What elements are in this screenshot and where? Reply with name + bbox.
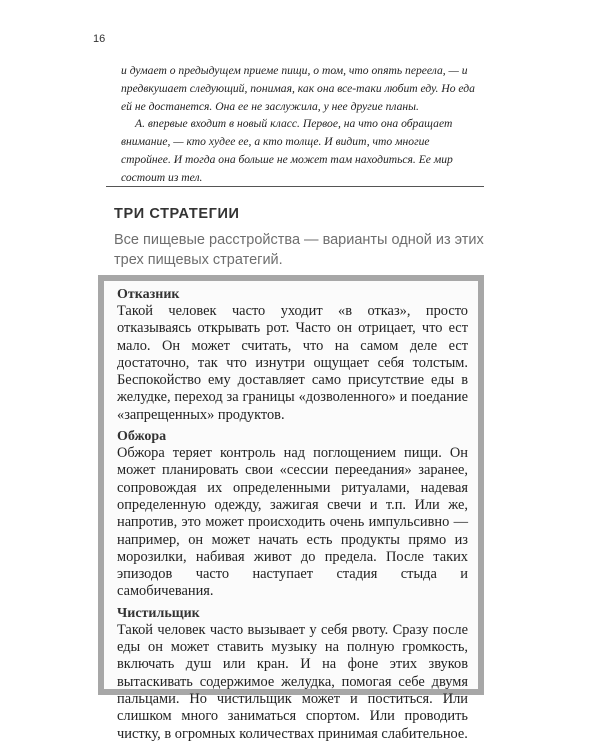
strategy-text: Такой человек часто вызывает у себя рвоту. Сразу после еды он может ставить музыку на полную громкость, включать душ или кран. И на фоне этих звуков вытаскивать содержимое желудка, помогая себе двумя пальцами. Но чистильщик может и поститься. Или слишком много заниматься спортом. Или проводить чистку, в огромных количествах принимая слабительное. bbox=[117, 621, 468, 742]
strategy-title: Чистильщик bbox=[117, 605, 200, 621]
quote-paragraph: А. впервые входит в новый класс. Первое, на что она обращает внимание, — кто худее ее, а кто толще. И видит, что многие стройнее. И тогда она больше не может там находиться. Ее мир состоит из тел. bbox=[121, 117, 453, 184]
strategy-purger bbox=[117, 605, 468, 743]
section-intro: Все пищевые расстройства — варианты одной из этих трех пищевых стратегий. bbox=[114, 232, 484, 268]
strategy-text: Обжора теряет контроль над поглощением пищи. Он может планировать свои «сессии переедания» заранее, сопровождая их определенными ритуалами, надевая определенную одежду, зажигая свечи и т.п. Или же, напротив, это может происходить очень импульсивно — например, он может начать есть продукты прямо из морозилки, набивая живот до предела. После таких эпизодов часто наступает стадия стыда и самобичевания. bbox=[117, 445, 468, 600]
quote-block bbox=[121, 62, 481, 187]
strategy-glutton bbox=[117, 428, 468, 601]
strategy-title: Отказник bbox=[117, 287, 180, 302]
strategy-title: Обжора bbox=[117, 429, 167, 445]
page-number: 16 bbox=[93, 33, 106, 45]
quote-paragraph: и думает о предыдущем приеме пищи, о том, что опять переела, — и предвкушает следующий, понимая, как она все-таки любит еду. Но еда ей не достанется. Она ее не заслужила, у нее другие планы. bbox=[121, 64, 475, 113]
strategy-refuser bbox=[117, 286, 468, 424]
section-divider bbox=[106, 186, 484, 187]
section-title: ТРИ СТРАТЕГИИ bbox=[114, 206, 240, 222]
strategies-box bbox=[98, 275, 484, 742]
strategy-text: Такой человек часто уходит «в отказ», просто отказываясь открывать рот. Часто он отрицает, что ест мало. Он может считать, что на самом деле ест достаточно, так что изнутри ощущает себя толстым. Беспокойство ему доставляет само присутствие еды в желудке, переход за границы «дозволенного» и поедание «запрещенных» продуктов. bbox=[117, 303, 468, 423]
